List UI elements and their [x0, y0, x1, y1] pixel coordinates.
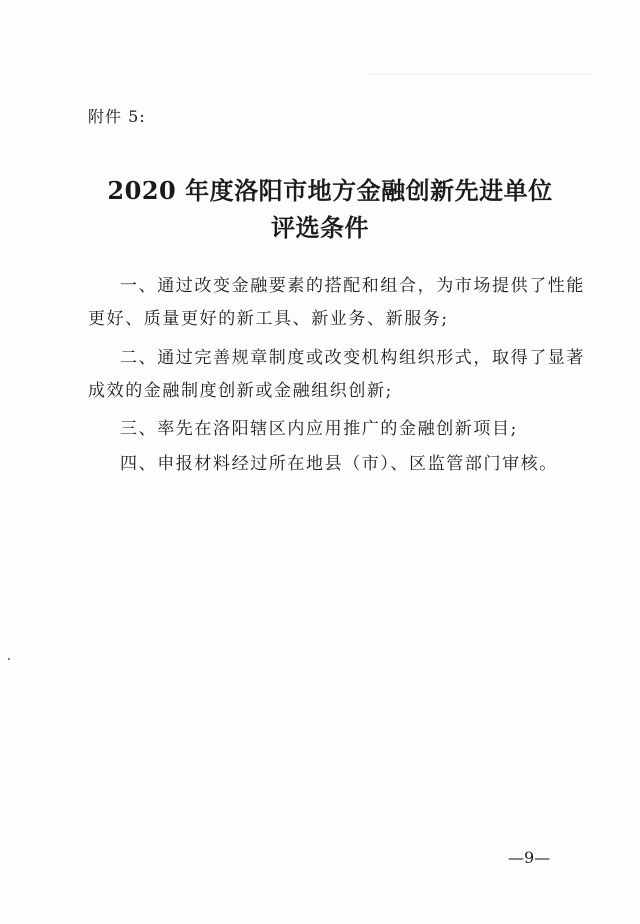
- criterion-4: 四、申报材料经过所在地县（市）、区监管部门审核。: [120, 454, 558, 474]
- document-title-line-1: 2020 年度洛阳市地方金融创新先进单位: [107, 176, 553, 205]
- criterion-2-line-2: 成效的金融制度创新或金融组织创新;: [88, 381, 393, 401]
- criterion-3: 三、率先在洛阳辖区内应用推广的金融创新项目;: [120, 419, 518, 439]
- scan-speck: [8, 658, 10, 660]
- criterion-1-line-1: 一、通过改变金融要素的搭配和组合，为市场提供了性能: [120, 276, 585, 296]
- scan-artifact-line: [370, 74, 590, 75]
- criterion-1-line-2: 更好、质量更好的新工具、新业务、新服务;: [88, 309, 449, 329]
- criterion-2-line-1: 二、通过完善规章制度或改变机构组织形式，取得了显著: [120, 348, 585, 368]
- attachment-label: 附件 5:: [88, 107, 146, 126]
- document-title-line-2: 评选条件: [271, 213, 369, 242]
- page-number: —9—: [508, 848, 551, 867]
